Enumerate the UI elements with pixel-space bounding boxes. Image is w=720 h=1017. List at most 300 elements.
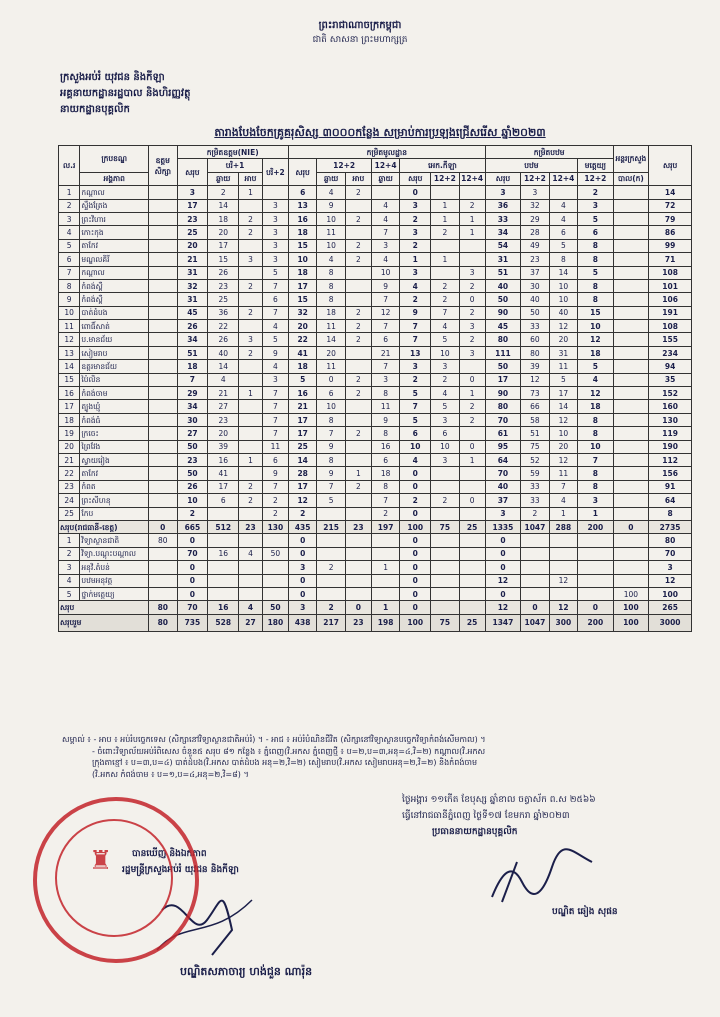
- cell-m1: 14: [317, 333, 345, 346]
- cell-mt: 41: [288, 346, 316, 359]
- cell-mat: 8: [578, 480, 614, 493]
- cell-ag: 3: [400, 266, 431, 279]
- cell-bp: 37: [485, 494, 521, 507]
- cell-higher: 80: [149, 601, 177, 614]
- cell-higher: [149, 413, 177, 426]
- cell-b1: [208, 574, 239, 587]
- cell-ut: 32: [177, 279, 208, 292]
- cell-bp2: 6: [549, 226, 577, 239]
- cell-ag2: 75: [431, 520, 459, 533]
- cell-bp: 54: [485, 239, 521, 252]
- cell-bp: 31: [485, 253, 521, 266]
- cell-m2: 1: [345, 467, 371, 480]
- table-row: [59, 587, 692, 600]
- cell-bp1: 2: [521, 507, 549, 520]
- cell-bp2: 4: [549, 494, 577, 507]
- cell-ag: 3: [400, 226, 431, 239]
- cell-bp: 40: [485, 279, 521, 292]
- cell-ag: 2: [400, 239, 431, 252]
- entity-name: កំពង់ស្ពឺ: [80, 279, 149, 292]
- cell-m2: [345, 574, 371, 587]
- cell-higher: [149, 186, 177, 199]
- entity-name: សៀមរាប: [80, 346, 149, 359]
- cell-m3: 4: [371, 253, 399, 266]
- cell-b2: [262, 561, 288, 574]
- cell-bp: 51: [485, 266, 521, 279]
- cell-m1: 6: [317, 387, 345, 400]
- cell-m1: 20: [317, 346, 345, 359]
- total-label: សរុបរួម: [59, 614, 149, 631]
- cell-b2: 2: [262, 494, 288, 507]
- cell-tot: 112: [649, 453, 692, 466]
- cell-ag4: 1: [459, 387, 485, 400]
- entity-name: តាកែវ: [80, 239, 149, 252]
- cell-bp2: [549, 186, 577, 199]
- cell-ag: 2: [400, 373, 431, 386]
- cell-m3: 3: [371, 373, 399, 386]
- row-number: 21: [59, 453, 80, 466]
- cell-ab: [239, 574, 263, 587]
- cell-m2: 2: [345, 212, 371, 225]
- cell-bp1: 73: [521, 387, 549, 400]
- cell-ab: 27: [239, 614, 263, 631]
- cell-ab: [239, 293, 263, 306]
- entity-name: បឋមអនុវត្ត: [80, 574, 149, 587]
- cell-tot: 119: [649, 427, 692, 440]
- cell-bp2: 5: [549, 373, 577, 386]
- cell-mat: 5: [578, 212, 614, 225]
- cell-bp: 80: [485, 400, 521, 413]
- cell-b2: 9: [262, 346, 288, 359]
- cell-bp1: 23: [521, 253, 549, 266]
- cell-m1: 10: [317, 212, 345, 225]
- table-row: [59, 226, 692, 239]
- cell-higher: [149, 467, 177, 480]
- cell-higher: [149, 266, 177, 279]
- cell-ag4: [459, 547, 485, 560]
- cell-b1: 21: [208, 387, 239, 400]
- col-upper-sum: សរុប: [177, 159, 208, 186]
- cell-tot: 130: [649, 413, 692, 426]
- cell-b2: 7: [262, 427, 288, 440]
- cell-ab: 4: [239, 547, 263, 560]
- cell-bp: 3: [485, 186, 521, 199]
- cell-b2: [262, 534, 288, 547]
- row-number: 13: [59, 346, 80, 359]
- cell-ag4: 2: [459, 279, 485, 292]
- cell-bp1: [521, 547, 549, 560]
- cell-m2: [345, 494, 371, 507]
- total-row: [59, 614, 692, 631]
- cell-ut: 665: [177, 520, 208, 533]
- cell-m2: [345, 400, 371, 413]
- cell-bp1: 33: [521, 494, 549, 507]
- cell-ag4: [459, 507, 485, 520]
- cell-b2: 3: [262, 226, 288, 239]
- seal-emblem-icon: ♜: [89, 846, 113, 876]
- cell-m2: 2: [345, 320, 371, 333]
- cell-ag2: [431, 601, 459, 614]
- note-line: (វិ.អកស កំពង់ចាម ៖ ប=១,ប=៤,អនុ=២,វិ=៨) ។: [92, 769, 249, 779]
- cell-mat: [578, 574, 614, 587]
- cell-ag4: [459, 360, 485, 373]
- cell-ut: 23: [177, 212, 208, 225]
- cell-ag4: 3: [459, 320, 485, 333]
- cell-b2: 7: [262, 279, 288, 292]
- cell-m2: 0: [345, 601, 371, 614]
- cell-tot: 108: [649, 266, 692, 279]
- cell-mt: 0: [288, 547, 316, 560]
- cell-ag2: [431, 547, 459, 560]
- cell-tot: 101: [649, 279, 692, 292]
- cell-mt: 32: [288, 306, 316, 319]
- cell-bp: 1335: [485, 520, 521, 533]
- row-number: 6: [59, 253, 80, 266]
- cell-b1: [208, 587, 239, 600]
- cell-ab: 23: [239, 520, 263, 533]
- cell-m3: 16: [371, 440, 399, 453]
- cell-bp1: 80: [521, 346, 549, 359]
- cell-mt: 21: [288, 400, 316, 413]
- cell-mat: [578, 561, 614, 574]
- cell-b2: 7: [262, 413, 288, 426]
- cell-ag2: 1: [431, 253, 459, 266]
- cell-ab: [239, 373, 263, 386]
- cell-ag: 7: [400, 320, 431, 333]
- cell-ut: 34: [177, 400, 208, 413]
- cell-ut: 7: [177, 373, 208, 386]
- cell-m3: 11: [371, 400, 399, 413]
- cell-b1: 26: [208, 333, 239, 346]
- cell-b2: 180: [262, 614, 288, 631]
- cell-mt: 22: [288, 333, 316, 346]
- cell-bp: 1347: [485, 614, 521, 631]
- total-label: សរុប(រាជធានី-ខេត្ត): [59, 520, 149, 533]
- cell-ag4: [459, 239, 485, 252]
- cell-b1: 36: [208, 306, 239, 319]
- cell-m2: [345, 587, 371, 600]
- table-row: [59, 574, 692, 587]
- cell-mt: 25: [288, 440, 316, 453]
- cell-mt: 18: [288, 266, 316, 279]
- cell-m3: 4: [371, 212, 399, 225]
- entity-name: កំពង់ធំ: [80, 413, 149, 426]
- cell-b1: 17: [208, 480, 239, 493]
- cell-ag: 10: [400, 440, 431, 453]
- cell-mat: 18: [578, 400, 614, 413]
- cell-m2: [345, 360, 371, 373]
- cell-cc: [613, 253, 649, 266]
- cell-m1: 8: [317, 266, 345, 279]
- cell-bp2: 31: [549, 346, 577, 359]
- cell-b2: 50: [262, 601, 288, 614]
- cell-m2: [345, 534, 371, 547]
- row-number: 1: [59, 534, 80, 547]
- cell-m1: 10: [317, 400, 345, 413]
- cell-m1: 8: [317, 293, 345, 306]
- cell-ut: 18: [177, 360, 208, 373]
- col-higher: ឧត្តមសិក្សា: [149, 146, 177, 186]
- cell-bp2: 11: [549, 360, 577, 373]
- cell-higher: [149, 453, 177, 466]
- cell-m1: 18: [317, 306, 345, 319]
- cell-mat: 3: [578, 494, 614, 507]
- col-no: ល.រ: [59, 146, 80, 186]
- cell-b1: 16: [208, 547, 239, 560]
- cell-m1: 0: [317, 373, 345, 386]
- col-preschool: មត្តេយ្យ: [578, 159, 614, 172]
- cell-higher: [149, 547, 177, 560]
- cell-ag4: 3: [459, 346, 485, 359]
- cell-ut: 0: [177, 534, 208, 547]
- cell-tot: 160: [649, 400, 692, 413]
- cell-higher: 80: [149, 614, 177, 631]
- cell-tot: 86: [649, 226, 692, 239]
- cell-m2: [345, 561, 371, 574]
- cell-m3: 12: [371, 306, 399, 319]
- cell-bp2: 14: [549, 400, 577, 413]
- cell-higher: [149, 440, 177, 453]
- cell-m2: [345, 413, 371, 426]
- table-row: [59, 400, 692, 413]
- cell-cc: [613, 494, 649, 507]
- cell-higher: [149, 199, 177, 212]
- cell-higher: [149, 293, 177, 306]
- cell-cc: [613, 373, 649, 386]
- cell-bp1: 33: [521, 480, 549, 493]
- cell-m3: [371, 587, 399, 600]
- cell-b1: 2: [208, 186, 239, 199]
- cell-tot: 14: [649, 186, 692, 199]
- cell-ag2: [431, 186, 459, 199]
- col-ba2: បរិ+2: [262, 159, 288, 186]
- cell-mat: [578, 587, 614, 600]
- cell-ag: 100: [400, 520, 431, 533]
- cell-bp1: 1047: [521, 520, 549, 533]
- cell-tot: 2735: [649, 520, 692, 533]
- cell-bp2: 12: [549, 413, 577, 426]
- cell-m1: 4: [317, 253, 345, 266]
- cell-mt: 16: [288, 387, 316, 400]
- cell-bp1: 52: [521, 453, 549, 466]
- cell-bp1: 66: [521, 400, 549, 413]
- cell-cc: [613, 212, 649, 225]
- cell-m1: [317, 547, 345, 560]
- cell-m2: [345, 279, 371, 292]
- cell-ut: 30: [177, 413, 208, 426]
- cell-cc: [613, 574, 649, 587]
- cell-b1: 17: [208, 239, 239, 252]
- cell-bp: 61: [485, 427, 521, 440]
- cell-bp1: 28: [521, 226, 549, 239]
- cell-m1: 2: [317, 601, 345, 614]
- cell-higher: 0: [149, 520, 177, 533]
- cell-b2: 6: [262, 453, 288, 466]
- col-agr-sum: សរុប: [400, 172, 431, 185]
- cell-bp: 80: [485, 333, 521, 346]
- cell-ag2: 2: [431, 373, 459, 386]
- cell-bp: 3: [485, 507, 521, 520]
- cell-mat: 0: [578, 601, 614, 614]
- table-row: [59, 427, 692, 440]
- cell-b1: 26: [208, 266, 239, 279]
- cell-m3: 8: [371, 480, 399, 493]
- minister-title: រដ្ឋមន្ត្រីក្រសួងអប់រំ យុវជន និងកីឡា: [122, 865, 239, 875]
- cell-ut: 25: [177, 226, 208, 239]
- cell-ag: 0: [400, 587, 431, 600]
- cell-ag2: 5: [431, 400, 459, 413]
- cell-m1: 9: [317, 199, 345, 212]
- kingdom-heading: ព្រះរាជាណាចក្រកម្ពុជា: [318, 20, 402, 31]
- entity-name: ប.មានជ័យ: [80, 333, 149, 346]
- cell-ab: [239, 199, 263, 212]
- cell-mt: 17: [288, 413, 316, 426]
- cell-b1: 40: [208, 346, 239, 359]
- cell-b2: 130: [262, 520, 288, 533]
- cell-mat: 5: [578, 266, 614, 279]
- cell-b2: 5: [262, 333, 288, 346]
- cell-ut: 2: [177, 507, 208, 520]
- cell-cc: [613, 413, 649, 426]
- row-number: 3: [59, 212, 80, 225]
- cell-m3: 198: [371, 614, 399, 631]
- row-number: 25: [59, 507, 80, 520]
- cell-ab: [239, 440, 263, 453]
- cell-higher: [149, 346, 177, 359]
- table-row: [59, 239, 692, 252]
- cell-ab: [239, 413, 263, 426]
- cell-ab: 2: [239, 226, 263, 239]
- cell-bp1: 32: [521, 199, 549, 212]
- cell-higher: [149, 574, 177, 587]
- minister-name: បណ្ឌិតសភាចារ្យ ហង់ជួន ណារ៉ុន: [180, 965, 313, 978]
- cell-bp: 111: [485, 346, 521, 359]
- cell-ut: 20: [177, 239, 208, 252]
- cell-ut: 0: [177, 574, 208, 587]
- cell-b1: 23: [208, 413, 239, 426]
- cell-ut: 26: [177, 480, 208, 493]
- cell-ag: 0: [400, 574, 431, 587]
- table-row: [59, 293, 692, 306]
- cell-bp1: 60: [521, 333, 549, 346]
- cell-ab: 2: [239, 494, 263, 507]
- cell-bp1: 37: [521, 266, 549, 279]
- cell-mt: 28: [288, 467, 316, 480]
- cell-bp1: 12: [521, 373, 549, 386]
- col-lower-sum: សរុប: [288, 159, 316, 186]
- table-row: [59, 413, 692, 426]
- cell-ut: 21: [177, 253, 208, 266]
- cell-mt: 17: [288, 480, 316, 493]
- cell-ag2: [431, 266, 459, 279]
- cell-cc: [613, 306, 649, 319]
- cell-cc: [613, 453, 649, 466]
- cell-b2: [262, 186, 288, 199]
- cell-mt: 15: [288, 293, 316, 306]
- cell-bp: 0: [485, 547, 521, 560]
- col-agr-12-4: 12+4: [459, 172, 485, 185]
- col-lower-group: កម្រិតមូលដ្ឋាន: [288, 146, 485, 159]
- entity-name: វិទ្យាស្ថានជាតិ: [80, 534, 149, 547]
- cell-bp2: 20: [549, 440, 577, 453]
- cell-ag2: 75: [431, 614, 459, 631]
- cell-bp2: 4: [549, 199, 577, 212]
- cell-ag2: [431, 587, 459, 600]
- cell-b2: 7: [262, 306, 288, 319]
- cell-m3: 7: [371, 320, 399, 333]
- cell-cc: [613, 561, 649, 574]
- cell-bp1: 75: [521, 440, 549, 453]
- table-row: [59, 360, 692, 373]
- cell-bp2: 5: [549, 239, 577, 252]
- cell-tot: 106: [649, 293, 692, 306]
- cell-b2: 4: [262, 320, 288, 333]
- cell-bp1: 1047: [521, 614, 549, 631]
- cell-higher: [149, 507, 177, 520]
- cell-cc: 100: [613, 587, 649, 600]
- cell-mt: 5: [288, 373, 316, 386]
- cell-ag: 7: [400, 400, 431, 413]
- cell-m2: [345, 440, 371, 453]
- row-number: 19: [59, 427, 80, 440]
- row-number: 4: [59, 574, 80, 587]
- cell-mat: 8: [578, 253, 614, 266]
- cell-ag2: [431, 534, 459, 547]
- row-number: 15: [59, 373, 80, 386]
- cell-ab: 2: [239, 306, 263, 319]
- cell-ag4: [459, 186, 485, 199]
- department-name: អគ្គនាយកដ្ឋានរដ្ឋបាល និងហិរញ្ញវត្ថុ: [60, 88, 191, 99]
- cell-bp1: [521, 534, 549, 547]
- cell-m1: 7: [317, 480, 345, 493]
- cell-tot: 191: [649, 306, 692, 319]
- cell-higher: [149, 587, 177, 600]
- cell-m3: 7: [371, 293, 399, 306]
- cell-b2: [262, 574, 288, 587]
- cell-ag4: 2: [459, 333, 485, 346]
- row-number: 16: [59, 387, 80, 400]
- table-row: [59, 199, 692, 212]
- cell-higher: [149, 400, 177, 413]
- cell-ag2: 3: [431, 453, 459, 466]
- entity-name: ព្រះវិហារ: [80, 212, 149, 225]
- cell-bp2: 10: [549, 279, 577, 292]
- cell-ab: 2: [239, 346, 263, 359]
- table-row: [59, 387, 692, 400]
- cell-mt: 15: [288, 239, 316, 252]
- cell-mat: 8: [578, 279, 614, 292]
- cell-mat: 1: [578, 507, 614, 520]
- cell-m1: [317, 574, 345, 587]
- cell-bp1: 58: [521, 413, 549, 426]
- cell-m1: 11: [317, 320, 345, 333]
- cell-cc: [613, 547, 649, 560]
- col-upper-group: កម្រិតឧត្តម(NIE): [177, 146, 288, 159]
- cell-ab: [239, 534, 263, 547]
- cell-bp: 0: [485, 534, 521, 547]
- cell-tot: 108: [649, 320, 692, 333]
- cell-b2: 7: [262, 480, 288, 493]
- cell-bp: 90: [485, 306, 521, 319]
- cell-m3: 8: [371, 427, 399, 440]
- row-number: 4: [59, 226, 80, 239]
- entity-name: ត្បូងឃ្មុំ: [80, 400, 149, 413]
- cell-m3: 4: [371, 199, 399, 212]
- cell-higher: 80: [149, 534, 177, 547]
- cell-bp2: 12: [549, 320, 577, 333]
- cell-tot: 156: [649, 467, 692, 480]
- entity-name: វិទ្យា.បណ្ដុះបណ្ដាល: [80, 547, 149, 560]
